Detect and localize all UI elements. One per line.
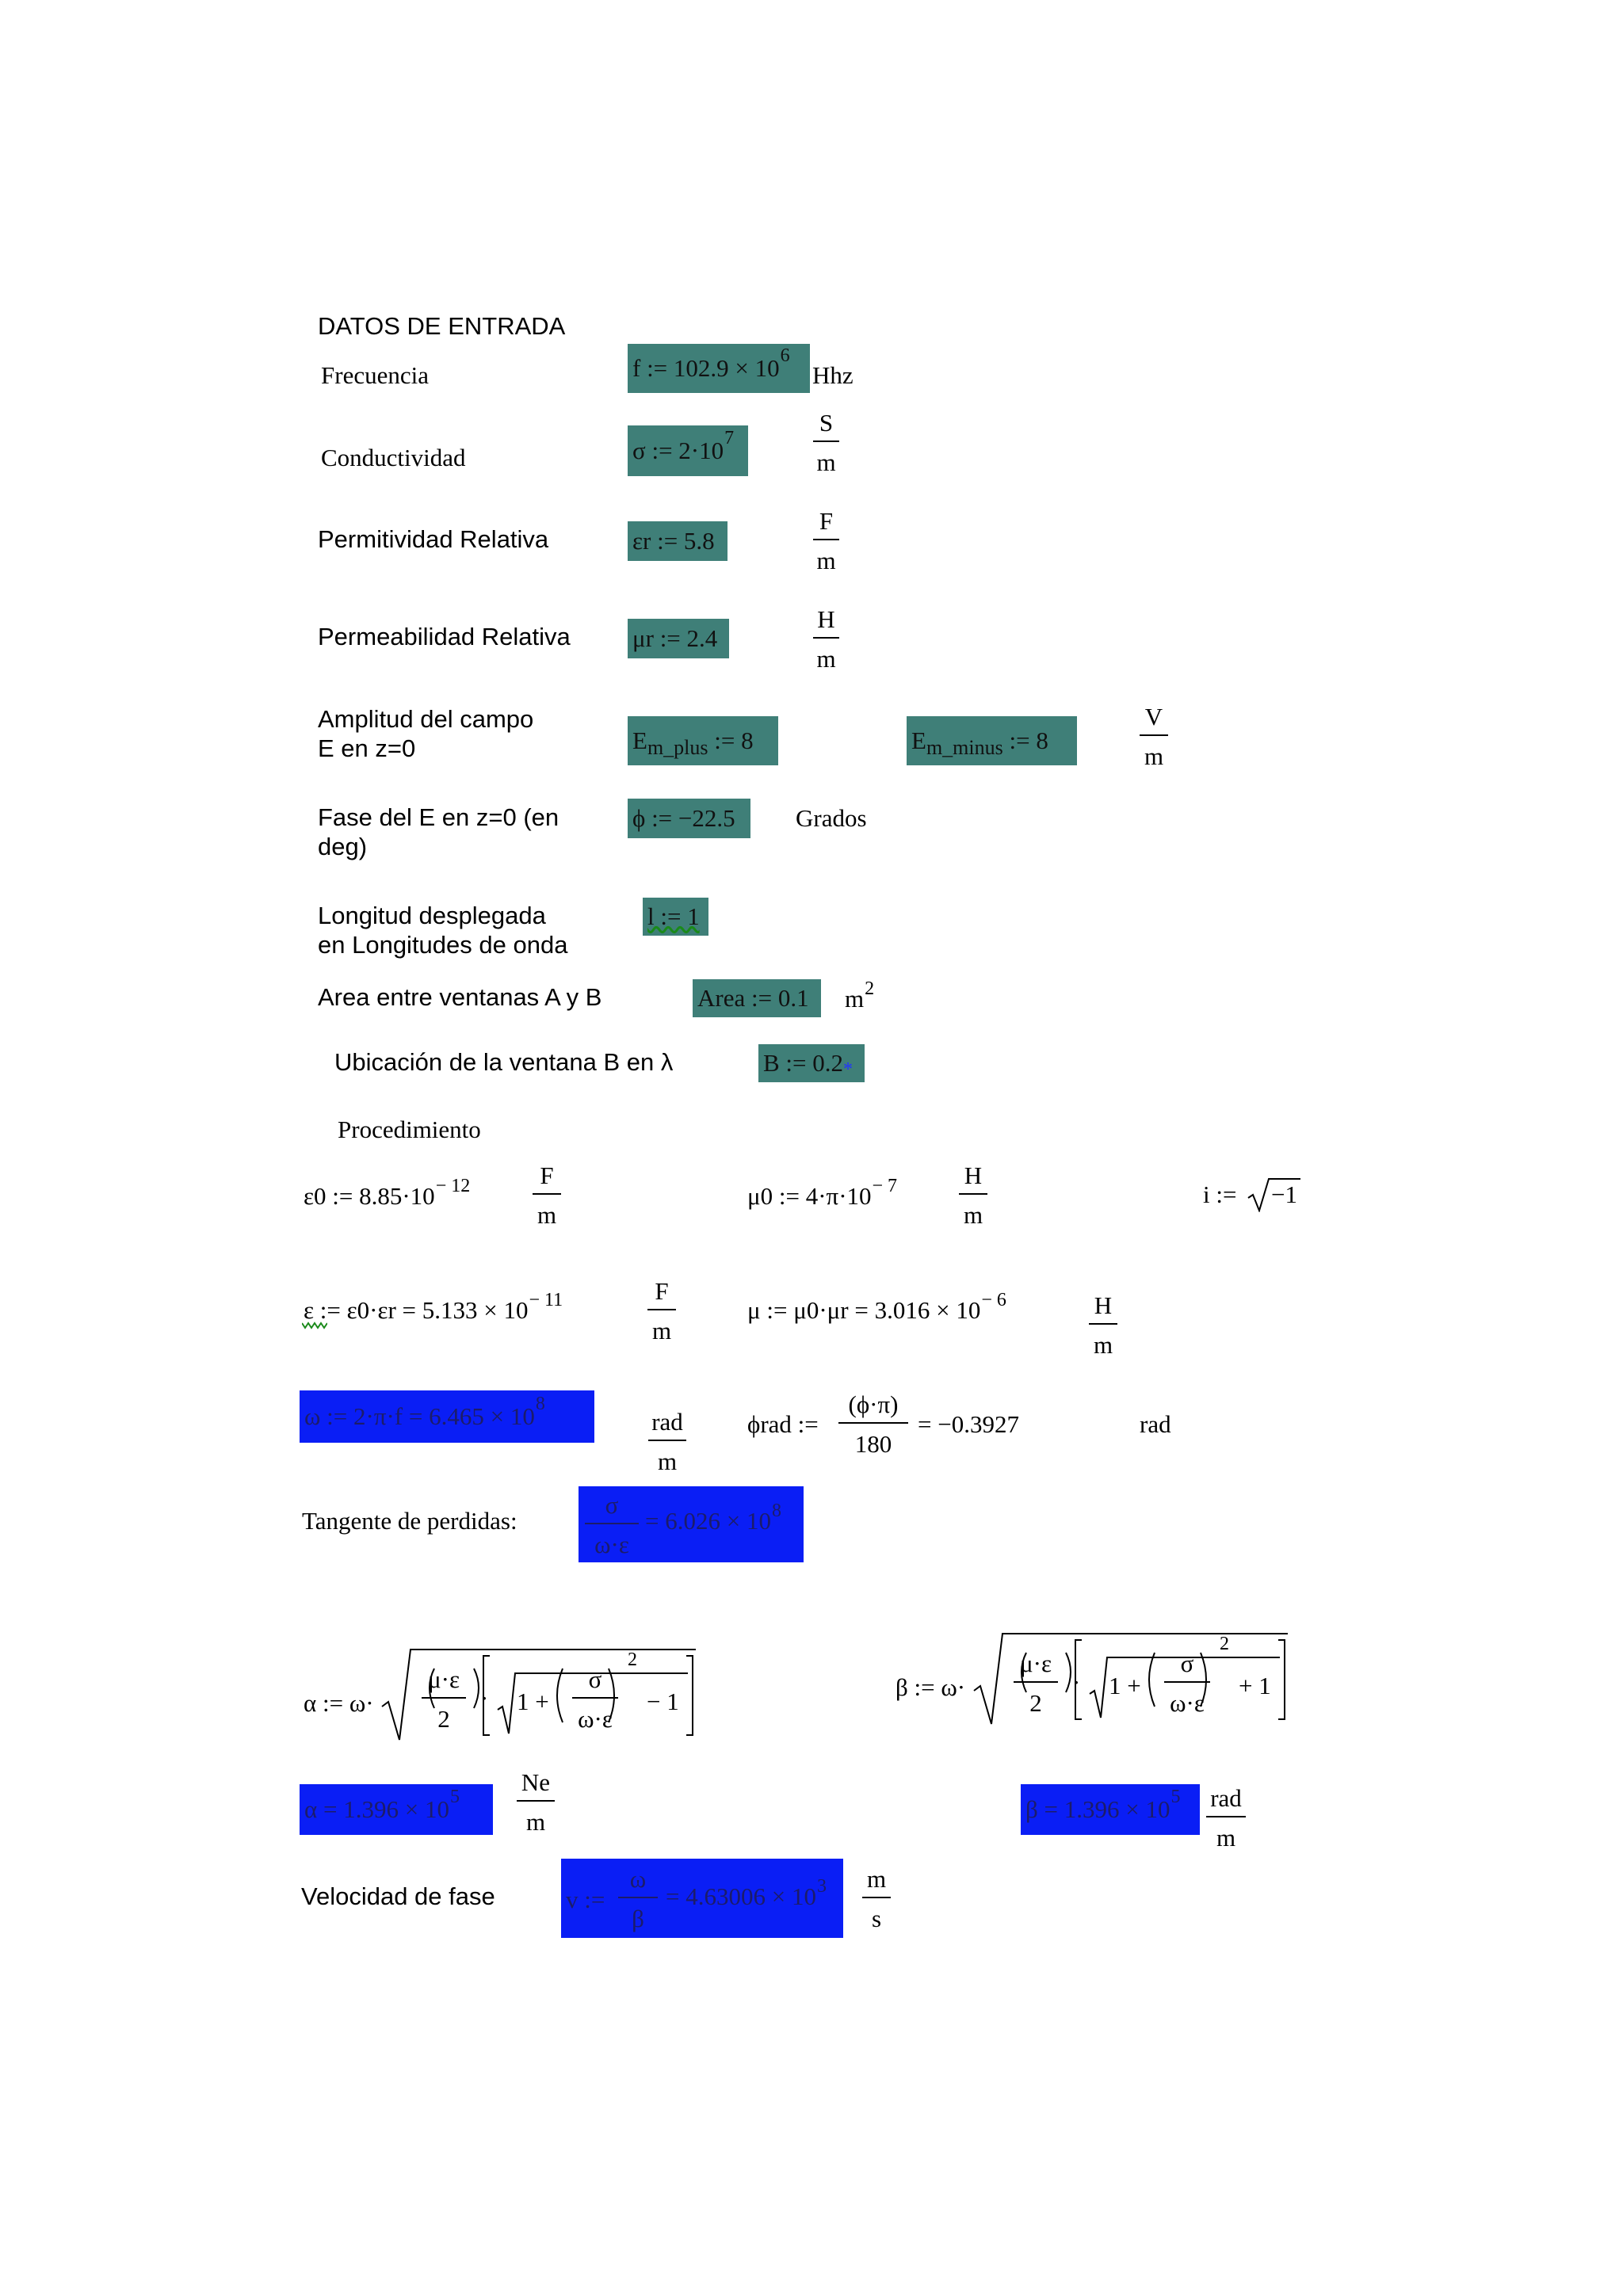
beta-def-op: + 1 — [1239, 1672, 1271, 1699]
omega-unit: rad m — [648, 1408, 686, 1476]
permitividad-unit: $\frac{F}{m}$ — [813, 507, 839, 575]
mu0-expr: μ0 := $4\cdot\pi\cdot 10^{- 7}$ — [747, 1176, 898, 1210]
e-plus-region[interactable]: E $_{m\_plus}$ := 8 — [628, 716, 778, 765]
alpha-def-op: − 1 — [647, 1688, 679, 1715]
beta-def-mueps: $\frac{\mu\cdot\varepsilon}{2}$ — [1014, 1650, 1058, 1718]
area-unit: $m^2$ — [845, 978, 875, 1013]
permeabilidad-expr: μr := 2.4 — [632, 624, 718, 652]
frecuencia-region[interactable] — [628, 344, 810, 393]
longitud-region[interactable] — [643, 898, 708, 936]
alpha-def-sigma: $\frac{\sigma}{\omega\cdot\varepsilon}$ — [572, 1665, 618, 1733]
longitud-label-2: en Longitudes de onda — [318, 931, 568, 959]
ubicacion-label: Ubicación de la ventana B en λ — [334, 1048, 674, 1076]
alpha-def-lhs: α := ω· — [304, 1689, 374, 1717]
velocidad-label: Velocidad de fase — [301, 1882, 495, 1910]
mu0-unit: $\frac{H}{m}$ — [959, 1161, 987, 1230]
phirad-unit: rad — [1140, 1410, 1171, 1438]
area-expr: Area := 0.1 — [697, 984, 809, 1012]
tangente-label: Tangente de perdidas: — [302, 1507, 517, 1535]
phirad-fraction: $\frac{(\phi\cdot\pi)}{180}$ — [838, 1390, 908, 1459]
beta-def-lhs: β := ω· — [896, 1673, 966, 1701]
spell-squiggle — [302, 1322, 327, 1329]
alpha-def-one: 1 + — [517, 1688, 549, 1715]
fase-expr: ϕ := −22.5 — [632, 804, 735, 832]
conductividad-expr: σ := 2·10 — [632, 437, 724, 464]
permitividad-region[interactable] — [628, 521, 727, 561]
page-title: DATOS DE ENTRADA — [318, 312, 566, 340]
permitividad-label: Permitividad Relativa — [318, 525, 549, 553]
procedimiento-title: Procedimiento — [338, 1116, 481, 1143]
frecuencia-expr: f := 102.9 × 10 — [632, 354, 780, 382]
alpha-unit: $\frac{Ne}{m}$ — [517, 1768, 555, 1836]
longitud-expr: l := 1 — [647, 902, 700, 930]
frecuencia-unit: Hhz — [812, 361, 854, 389]
frecuencia-label: Frecuencia — [321, 361, 429, 389]
beta-def-one: 1 + — [1109, 1672, 1141, 1699]
permitividad-expr: εr := 5.8 — [632, 527, 715, 555]
mu-unit: $\frac{H}{m}$ — [1089, 1291, 1117, 1360]
amplitud-label-1: Amplitud del campo — [318, 705, 534, 733]
beta-def-sigma: $\frac{\sigma}{\omega\cdot\varepsilon}$ — [1164, 1650, 1210, 1718]
mu-expr: μ := $\mu 0\cdot\mu r = 3.016 \times 10^{- 6}$ — [747, 1290, 1006, 1324]
alpha-result-region[interactable]: α = 1.396 × 10 $^5$ — [300, 1784, 493, 1835]
alpha-def-mueps: $\frac{\mu\cdot\varepsilon}{2}$ — [422, 1665, 466, 1733]
ubicacion-region[interactable] — [758, 1044, 865, 1082]
amplitud-unit: $\frac{V}{m}$ — [1140, 703, 1168, 771]
velocidad-unit: $\frac{m}{s}$ — [862, 1865, 891, 1933]
eps0-unit: $\frac{F}{m}$ — [533, 1161, 561, 1230]
phirad-lhs: ϕrad := — [747, 1410, 819, 1438]
permeabilidad-region[interactable] — [628, 619, 729, 658]
conductividad-region[interactable] — [628, 425, 748, 476]
eps-expr: ε := $\varepsilon 0\cdot\varepsilon r = 5.133 \times 10^{- 11}$ — [304, 1290, 563, 1324]
omega-region[interactable]: ω := 2·π·f = 6.465 × 10 $^8$ — [300, 1390, 594, 1443]
area-region[interactable] — [693, 979, 821, 1017]
longitud-label-1: Longitud desplegada — [318, 902, 546, 929]
fase-unit: Grados — [796, 804, 867, 832]
beta-unit: rad m — [1206, 1784, 1246, 1852]
phirad-result: = −0.3927 — [918, 1410, 1019, 1438]
beta-result-region[interactable]: β = 1.396 × 10 $^5$ — [1021, 1784, 1200, 1835]
conductividad-label: Conductividad — [321, 444, 466, 471]
conductividad-exp: 7 — [724, 427, 735, 448]
tangente-region[interactable]: $\frac{\sigma}{\omega\cdot\varepsilon}$ = $6.026 \times 10^8$ — [579, 1486, 804, 1562]
ubicacion-expr: B := 0.2 — [763, 1049, 844, 1077]
permeabilidad-label: Permeabilidad Relativa — [318, 623, 571, 650]
i-definition: i := −1 — [1203, 1180, 1236, 1209]
fase-region[interactable] — [628, 799, 750, 838]
amplitud-label-2: E en z=0 — [318, 734, 416, 762]
eps0-expr: ε0 := $8.85\cdot 10^{- 12}$ — [304, 1176, 471, 1210]
area-label: Area entre ventanas A y B — [318, 983, 602, 1011]
frecuencia-exp: 6 — [780, 345, 790, 366]
eps-unit: $\frac{F}{m}$ — [647, 1277, 676, 1345]
ubicacion-marker: * — [843, 1058, 854, 1080]
e-minus-region[interactable]: E $_{m\_minus}$ := 8 — [907, 716, 1077, 765]
conductividad-unit: $\frac{S}{m}$ — [813, 409, 839, 477]
velocidad-region[interactable]: v := $\frac{\omega}{\beta}$ = $4.63006 \times 10^3$ — [561, 1859, 843, 1938]
fase-label-2: deg) — [318, 833, 368, 860]
fase-label-1: Fase del E en z=0 (en — [318, 803, 559, 831]
permeabilidad-unit: $\frac{H}{m}$ — [813, 605, 839, 673]
